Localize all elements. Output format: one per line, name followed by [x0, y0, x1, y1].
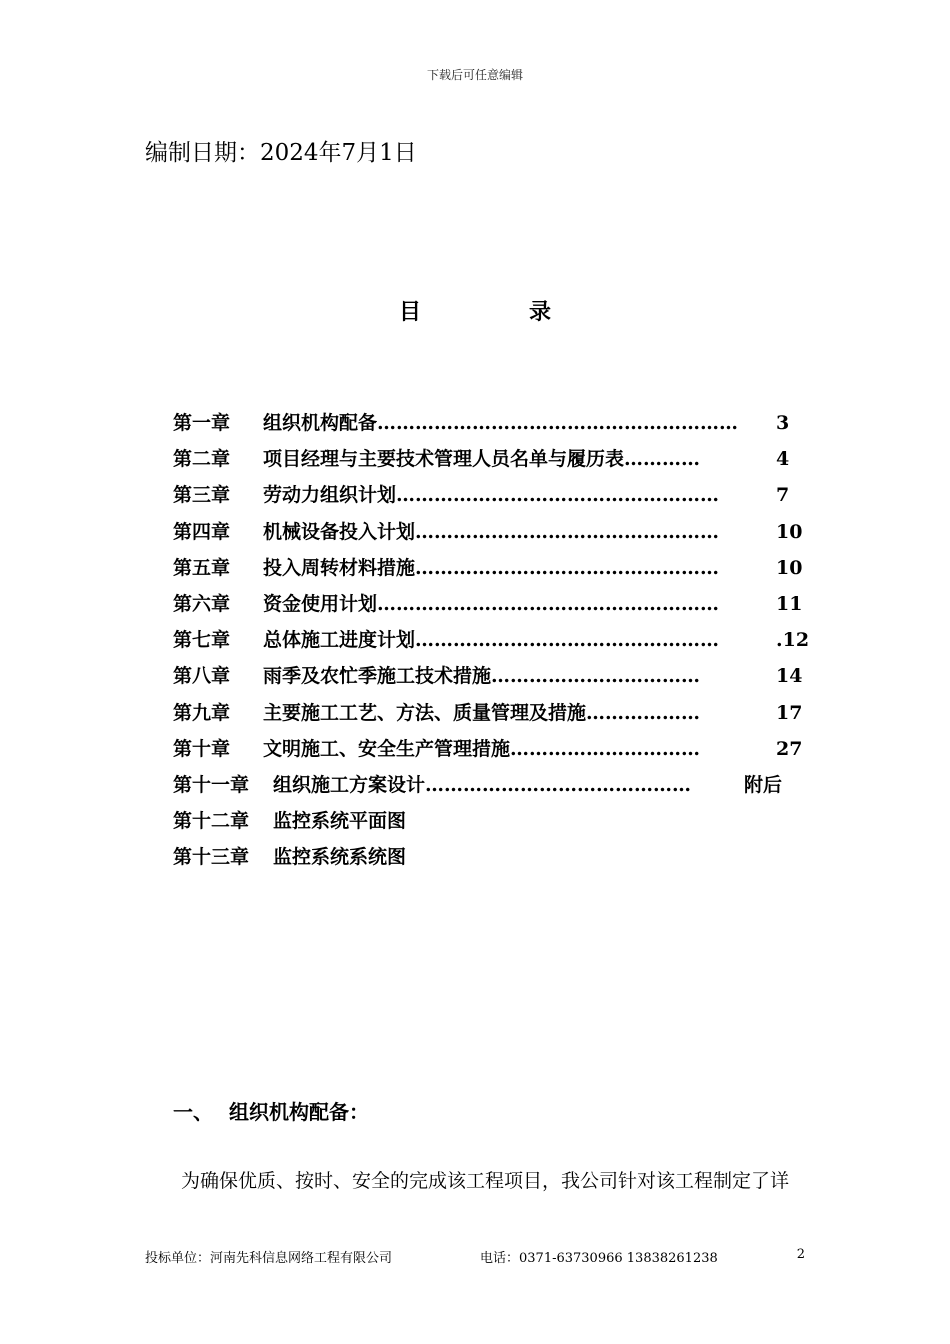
- toc-entry-leader-dots: …………………………………………: [415, 520, 719, 543]
- toc-entry-title: 文明施工、安全生产管理措施: [263, 737, 511, 760]
- toc-entry[interactable]: [173, 767, 813, 803]
- toc-entry-title: 组织机构配备: [263, 412, 378, 434]
- body-paragraph: 为确保优质、按时、安全的完成该工程项目，我公司针对该工程制定了详: [181, 1170, 790, 1192]
- toc-entry[interactable]: [173, 514, 813, 550]
- table-of-contents: [173, 405, 813, 875]
- footer-page-number: 2: [796, 1247, 805, 1262]
- toc-entry-chapter: 第一章: [173, 412, 231, 434]
- section-title: 组织机构配备：: [229, 1100, 369, 1124]
- toc-entry-page: 4: [776, 448, 790, 471]
- toc-entry-page: 10: [776, 520, 803, 543]
- toc-entry-title: 主要施工工艺、方法、质量管理及措施: [263, 701, 587, 724]
- toc-entry-chapter: 第三章: [173, 484, 231, 507]
- toc-entry-leader-dots: …………: [624, 448, 700, 471]
- toc-entry-leader-dots: …………………………………………: [415, 556, 719, 579]
- toc-entry-chapter: 第十章: [173, 737, 231, 760]
- toc-entry[interactable]: [173, 695, 813, 731]
- toc-entry-chapter: 第五章: [173, 556, 231, 579]
- toc-entry-chapter: 第七章: [173, 629, 231, 652]
- toc-entry-chapter: 第八章: [173, 665, 231, 688]
- toc-entry[interactable]: [173, 731, 813, 767]
- toc-entry-leader-dots: …………………………………………………: [377, 412, 738, 434]
- toc-entry[interactable]: [173, 477, 813, 513]
- section-number: 一、: [173, 1100, 213, 1124]
- toc-entry-chapter: 第六章: [173, 592, 231, 615]
- toc-entry-leader-dots: ……………………………………………: [396, 484, 719, 507]
- toc-entry[interactable]: [173, 405, 813, 441]
- toc-entry-page: 11: [776, 592, 803, 615]
- section-heading: [173, 1096, 369, 1125]
- toc-entry-title: 投入周转材料措施: [263, 556, 416, 579]
- toc-entry[interactable]: [173, 839, 813, 875]
- toc-entry[interactable]: [173, 622, 813, 658]
- toc-entry-chapter: 第十三章: [173, 846, 250, 869]
- footer-phone: 电话：0371-63730966 13838261238: [480, 1251, 718, 1266]
- toc-entry[interactable]: [173, 550, 813, 586]
- toc-entry[interactable]: [173, 803, 813, 839]
- toc-entry-leader-dots: ……………………………: [491, 665, 700, 688]
- toc-entry-leader-dots: ………………………………………………: [377, 592, 719, 615]
- toc-entry-chapter: 第十一章: [173, 773, 250, 796]
- toc-title-left: 目: [398, 299, 421, 325]
- toc-entry-title: 组织施工方案设计: [273, 773, 426, 796]
- toc-entry-title: 项目经理与主要技术管理人员名单与履历表: [263, 448, 625, 471]
- toc-entry-page: 14: [776, 665, 803, 688]
- toc-entry-chapter: 第十二章: [173, 810, 250, 833]
- toc-entry-title: 劳动力组织计划: [263, 484, 397, 507]
- toc-entry-leader-dots: ……………………………………: [425, 773, 691, 796]
- toc-entry-page: 3: [776, 412, 790, 434]
- toc-entry-page: 17: [776, 701, 803, 724]
- toc-entry-chapter: 第四章: [173, 520, 231, 543]
- toc-entry-title: 雨季及农忙季施工技术措施: [263, 665, 492, 688]
- toc-entry-page: 27: [776, 737, 803, 760]
- toc-entry-title: 监控系统平面图: [273, 810, 407, 833]
- compile-date: 编制日期：2024年7月1日: [145, 140, 417, 166]
- header-note: 下载后可任意编辑: [426, 68, 523, 82]
- toc-entry-page: 7: [776, 484, 790, 507]
- toc-entry[interactable]: [173, 441, 813, 477]
- toc-entry-title: 总体施工进度计划: [263, 629, 416, 652]
- toc-entry-title: 资金使用计划: [263, 592, 378, 615]
- toc-entry-page: .12: [776, 629, 810, 652]
- toc-entry-page: 10: [776, 556, 803, 579]
- toc-entry[interactable]: [173, 586, 813, 622]
- toc-entry-chapter: 第二章: [173, 448, 231, 471]
- toc-entry-title: 机械设备投入计划: [263, 520, 416, 543]
- toc-entry-leader-dots: …………………………………………: [415, 629, 719, 652]
- toc-entry-leader-dots: ………………: [586, 701, 700, 724]
- toc-title-right: 录: [529, 299, 552, 325]
- toc-entry-title: 监控系统系统图: [273, 846, 407, 869]
- toc-entry[interactable]: [173, 658, 813, 694]
- toc-entry-leader-dots: …………………………: [510, 737, 700, 760]
- footer-bidder-unit: 投标单位：河南先科信息网络工程有限公司: [145, 1251, 393, 1266]
- toc-entry-chapter: 第九章: [173, 701, 231, 724]
- toc-entry-page: 附后: [744, 773, 783, 796]
- toc-title: [0, 295, 950, 326]
